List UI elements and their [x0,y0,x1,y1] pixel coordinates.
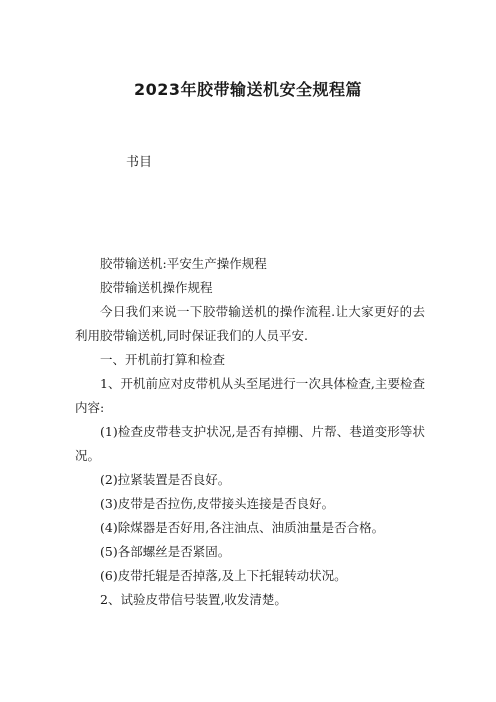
paragraph: (5)各部螺丝是否紧固。 [100,544,231,559]
paragraph: 胶带输送机:平安生产操作规程 [100,256,267,271]
paragraph: 2、试验皮带信号装置,收发清楚。 [100,592,287,607]
paragraph: 胶带输送机操作规程 [100,280,213,295]
paragraph: (1)检查皮带巷支护状况,是否有掉棚、片帮、巷道变形等状况。 [75,424,425,463]
paragraph: (4)除煤器是否好用,各注油点、油质油量是否合格。 [100,520,385,535]
paragraph: 一、开机前打算和检查 [100,352,226,367]
toc-label: 书目 [126,155,153,170]
paragraph: (6)皮带托辊是否掉落,及上下托辊转动状况。 [100,568,347,583]
paragraph: 1、开机前应对皮带机从头至尾进行一次具体检查,主要检查内容: [75,376,425,415]
paragraph: 今日我们来说一下胶带输送机的操作流程.让大家更好的去利用胶带输送机,同时保证我们的人员平安. [75,304,425,343]
document-body [75,252,425,612]
paragraph: (2)拉紧装置是否良好。 [100,472,231,487]
paragraph: (3)皮带是否拉伤,皮带接头连接是否良好。 [100,496,335,511]
document-title: 2023年胶带输送机安全规程篇 [133,80,363,99]
